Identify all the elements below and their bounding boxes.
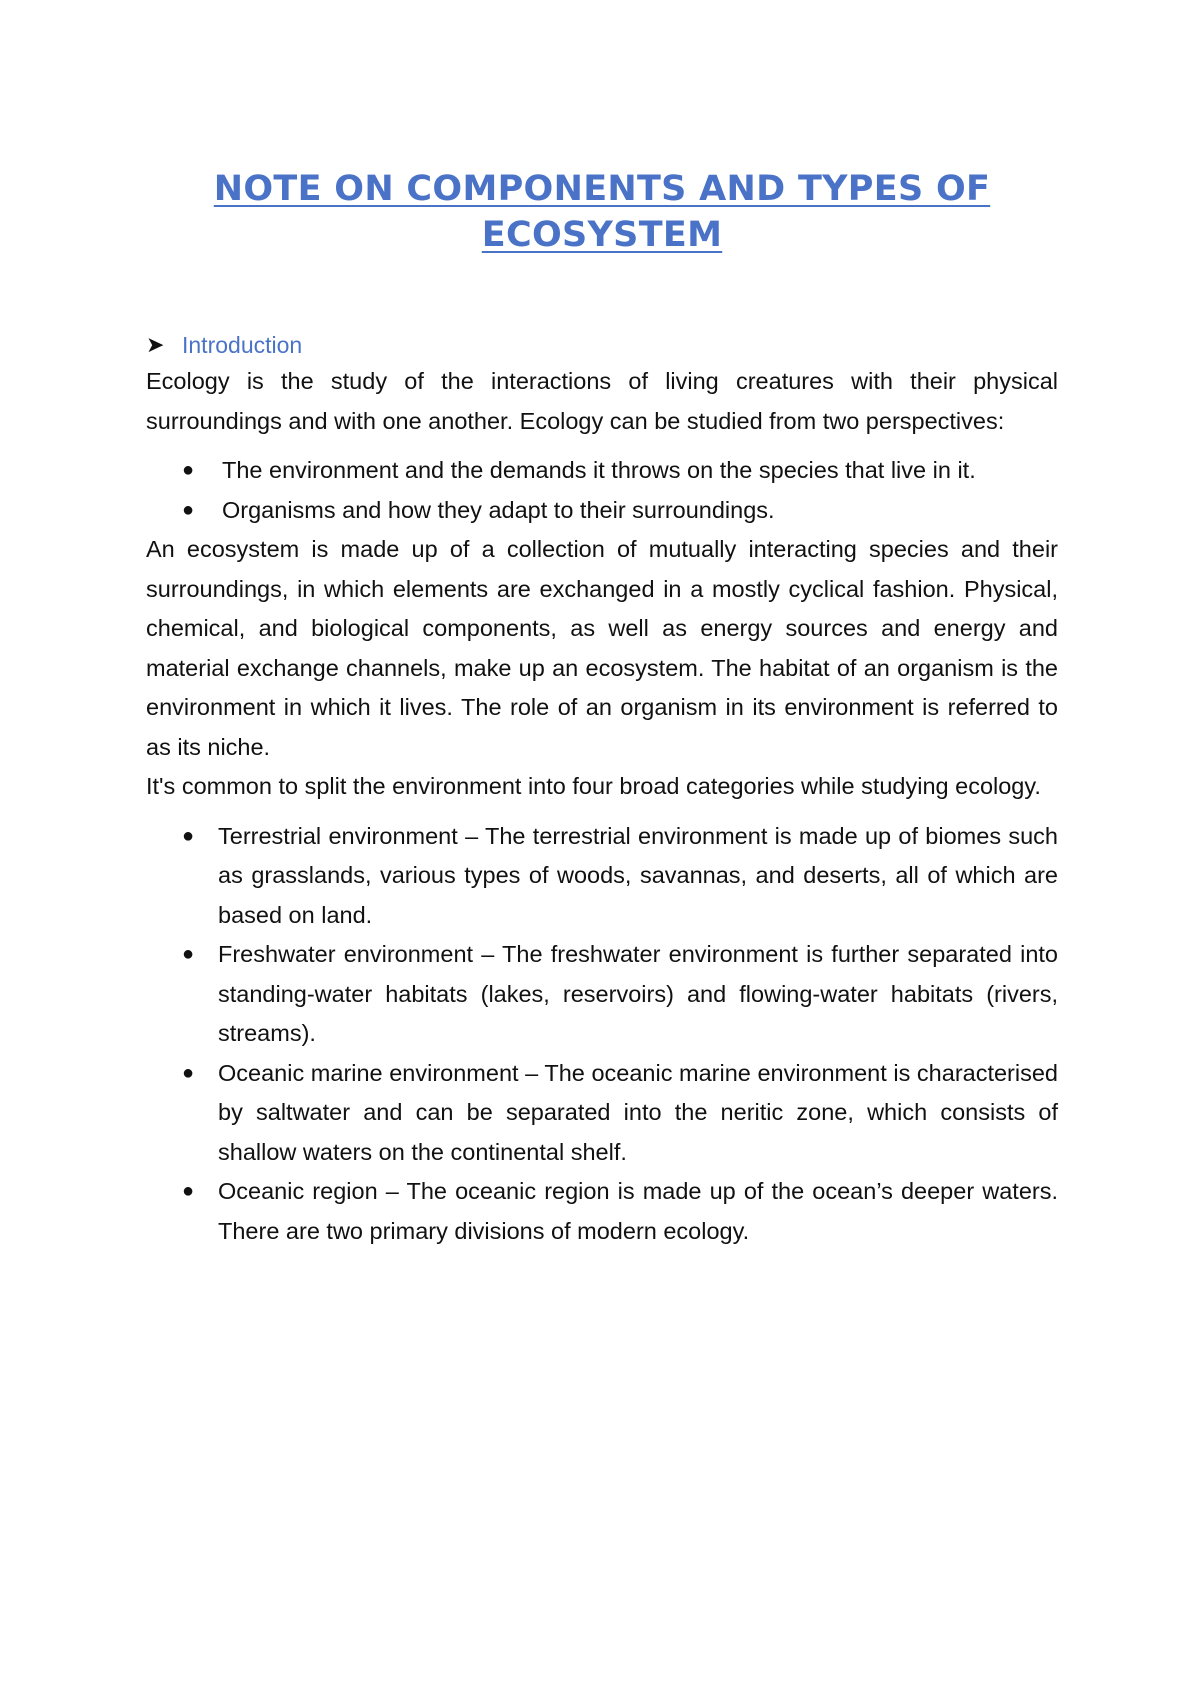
environment-list [146, 817, 1058, 1252]
list-item [146, 817, 1058, 936]
list-item-text: The environment and the demands it throws on the species that live in it. [222, 457, 976, 483]
list-item-text: Terrestrial environment – The terrestrial environment is made up of biomes such as grasslands, various types of woods, savannas, and deserts, all of which are based on land. [218, 822, 1058, 928]
intro-heading-label: Introduction [182, 332, 303, 358]
list-item-text: Oceanic region – The oceanic region is made up of the ocean’s deeper waters. There are two primary divisions of modern ecology. [218, 1178, 1058, 1244]
arrow-bullet-icon: ➤ [146, 332, 165, 357]
ecosystem-paragraph: An ecosystem is made up of a collection of mutually interacting species and their surroundings, in which elements are exchanged in a mostly cyclical fashion. Physical, chemical, and biological components, as well as energy sources and energy and material exchange channels, make up an ecosystem. The habitat of an organism is the environment in which it lives. The role of an organism in its environment is referred to as its niche. [146, 536, 1058, 760]
intro-paragraph: Ecology is the study of the interactions of living creatures with their physical surroundings and with one another. Ecology can be studied from two perspectives: [146, 368, 1058, 434]
intro-heading [146, 328, 1058, 362]
categories-intro-paragraph: It's common to split the environment into four broad categories while studying ecology. [146, 773, 1041, 799]
bullet-dot-icon: ● [182, 1061, 195, 1084]
bullet-dot-icon: ● [182, 943, 195, 965]
bullet-dot-icon: ● [182, 1180, 195, 1202]
list-item [146, 935, 1058, 1054]
bullet-dot-icon: ● [182, 459, 195, 481]
list-item [146, 451, 1058, 491]
bullet-dot-icon: ● [182, 498, 195, 521]
list-item-text: Oceanic marine environment – The oceanic marine environment is characterised by saltwater and can be separated into the neritic zone, which consists of shallow waters on the continental shelf. [218, 1059, 1058, 1165]
list-item-text: Freshwater environment – The freshwater environment is further separated into standing-water habitats (lakes, reservoirs) and flowing-water habitats (rivers, streams). [218, 941, 1058, 1046]
list-item [146, 1054, 1058, 1173]
list-item [146, 1172, 1058, 1251]
document-content [146, 166, 1058, 1251]
document-title: NOTE ON COMPONENTS AND TYPES OF ECOSYSTEM [213, 169, 991, 255]
bullet-dot-icon: ● [182, 824, 195, 847]
list-item-text: Organisms and how they adapt to their surroundings. [222, 496, 775, 523]
list-item [146, 491, 1058, 531]
perspectives-list [146, 451, 1058, 530]
